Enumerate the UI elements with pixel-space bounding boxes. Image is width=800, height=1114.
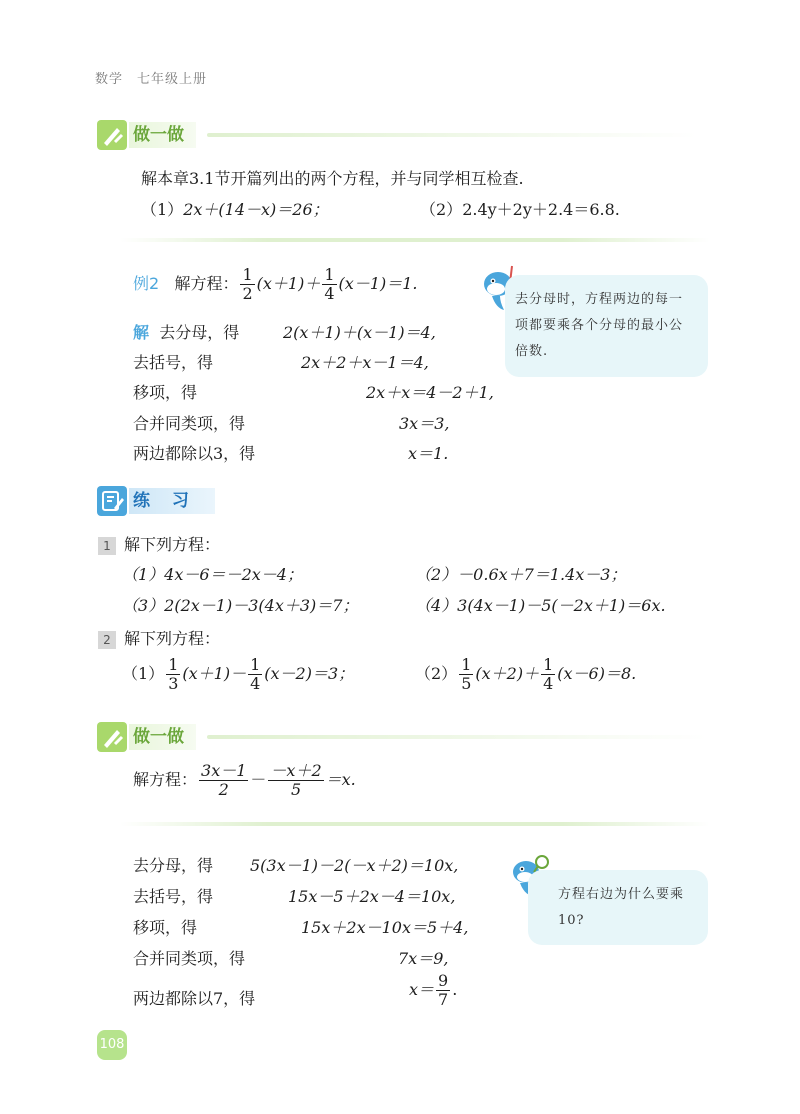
step-label: 合并同类项，得 xyxy=(133,414,246,433)
equation: 2x＋(14－x)＝26； xyxy=(183,200,329,219)
numerator: 1 xyxy=(324,265,335,284)
question-number: 1 xyxy=(98,537,116,555)
section-title: 练 习 xyxy=(129,488,215,514)
denominator: 4 xyxy=(250,674,261,693)
step-label: 去分母，得 xyxy=(133,856,214,875)
step-expr: 2(x＋1)＋(x－1)＝4, xyxy=(283,323,436,342)
fraction xyxy=(268,762,323,799)
denominator: 5 xyxy=(461,674,472,693)
q1-item-2: （2）－0.6x＋7＝1.4x－3； xyxy=(415,565,627,584)
q1-item-4: （4）3(4x－1)－5(－2x＋1)＝6x. xyxy=(415,596,666,615)
step-expr-final xyxy=(409,972,457,1009)
step-label: 合并同类项，得 xyxy=(133,949,246,968)
step-expr: 5(3x－1)－2(－x＋2)＝10x, xyxy=(250,856,459,875)
q1-item-3: （3）2(2x－1)－3(4x＋3)＝7； xyxy=(122,596,359,615)
tip-bubble: 去分母时，方程两边的每一项都要乘各个分母的最小公倍数. xyxy=(505,275,708,377)
period: . xyxy=(452,980,458,999)
numerator: 1 xyxy=(461,655,472,674)
expr: (x＋1)－ xyxy=(182,664,247,683)
expr: (x－6)＝8. xyxy=(557,664,637,683)
running-header: 数学 七年级上册 xyxy=(95,72,208,87)
step-label: 去括号，得 xyxy=(133,887,214,906)
divider xyxy=(120,238,710,242)
practice-q1 xyxy=(98,532,220,555)
numerator: 9 xyxy=(438,971,449,990)
eq-label: （2） xyxy=(420,200,463,219)
divider xyxy=(120,822,710,826)
fraction xyxy=(199,762,248,799)
question-text: 解下列方程： xyxy=(124,535,221,554)
fraction xyxy=(166,656,180,693)
example-prompt: 解方程： xyxy=(174,274,239,293)
denominator: 2 xyxy=(242,284,253,303)
expr: x＝ xyxy=(409,980,435,999)
tip-bubble: 方程右边为什么要乘10? xyxy=(528,870,708,945)
step-expr: 3x＝3, xyxy=(399,414,450,433)
eq-label: （1） xyxy=(141,200,184,219)
numerator: 1 xyxy=(250,655,261,674)
example-2-statement xyxy=(133,266,418,303)
step-expr: 15x＋2x－10x＝5＋4, xyxy=(301,918,469,937)
try-eq-2 xyxy=(420,197,620,220)
numerator: 1 xyxy=(242,265,253,284)
pencil-ruler-icon xyxy=(97,120,127,150)
page-number: 108 xyxy=(97,1030,127,1060)
numerator: －x＋2 xyxy=(270,761,322,780)
denominator: 5 xyxy=(290,780,302,799)
example-tag: 例2 xyxy=(133,274,160,293)
step-expr: 2x＋2＋x－1＝4, xyxy=(301,353,429,372)
denominator: 7 xyxy=(438,990,449,1009)
fraction xyxy=(541,656,555,693)
step-label: 去分母，得 xyxy=(159,323,240,342)
numerator: 1 xyxy=(168,655,179,674)
step-label: 移项，得 xyxy=(133,918,198,937)
fraction xyxy=(322,266,336,303)
pencil-ruler-icon xyxy=(97,722,127,752)
try-intro: 解本章3.1节开篇列出的两个方程，并与同学相互检查. xyxy=(141,169,524,188)
fraction xyxy=(436,972,450,1009)
denominator: 2 xyxy=(218,780,229,799)
denominator: 4 xyxy=(324,284,335,303)
fraction xyxy=(248,656,262,693)
q2-item-1 xyxy=(122,656,354,693)
practice-q2 xyxy=(98,626,220,649)
section-title: 做一做 xyxy=(129,724,196,750)
step-label: 两边都除以7，得 xyxy=(133,989,256,1008)
expr: ＝x. xyxy=(325,770,356,789)
question-number: 2 xyxy=(98,631,116,649)
step-expr: 7x＝9, xyxy=(398,949,449,968)
solution-step-1 xyxy=(133,320,239,343)
numerator: 1 xyxy=(543,655,554,674)
section-rule xyxy=(207,735,707,739)
equation: 2.4y＋2y＋2.4＝6.8. xyxy=(462,200,620,219)
item-label: （2） xyxy=(415,664,458,683)
question-text: 解下列方程： xyxy=(124,629,221,648)
q1-item-1: （1）4x－6＝－2x－4； xyxy=(122,565,303,584)
expr: (x＋2)＋ xyxy=(475,664,540,683)
step-label: 两边都除以3，得 xyxy=(133,444,256,463)
solution-tag: 解 xyxy=(133,323,150,342)
step-expr: 2x＋x＝4－2＋1, xyxy=(366,383,494,402)
section-heading-practice xyxy=(97,486,217,516)
operator: － xyxy=(250,770,267,789)
expr: (x－2)＝3； xyxy=(264,664,355,683)
notepad-pencil-icon xyxy=(97,486,127,516)
expr: (x＋1)＋ xyxy=(256,274,321,293)
try2-equation xyxy=(133,762,356,799)
item-label: （1） xyxy=(122,664,165,683)
section-heading-try-2 xyxy=(97,722,707,752)
fraction xyxy=(240,266,254,303)
denominator: 4 xyxy=(543,674,554,693)
expr: (x－1)＝1. xyxy=(338,274,418,293)
try-eq-1 xyxy=(141,197,329,220)
section-rule xyxy=(207,133,697,137)
step-label: 去括号，得 xyxy=(133,353,214,372)
fraction xyxy=(459,656,473,693)
section-heading-try xyxy=(97,120,697,150)
section-title: 做一做 xyxy=(129,122,196,148)
step-label: 移项，得 xyxy=(133,383,198,402)
step-expr: 15x－5＋2x－4＝10x, xyxy=(288,887,456,906)
q2-item-2 xyxy=(415,656,636,693)
numerator: 3x－1 xyxy=(201,761,247,780)
prompt: 解方程： xyxy=(133,770,198,789)
step-expr: x＝1. xyxy=(408,444,449,463)
denominator: 3 xyxy=(168,674,179,693)
